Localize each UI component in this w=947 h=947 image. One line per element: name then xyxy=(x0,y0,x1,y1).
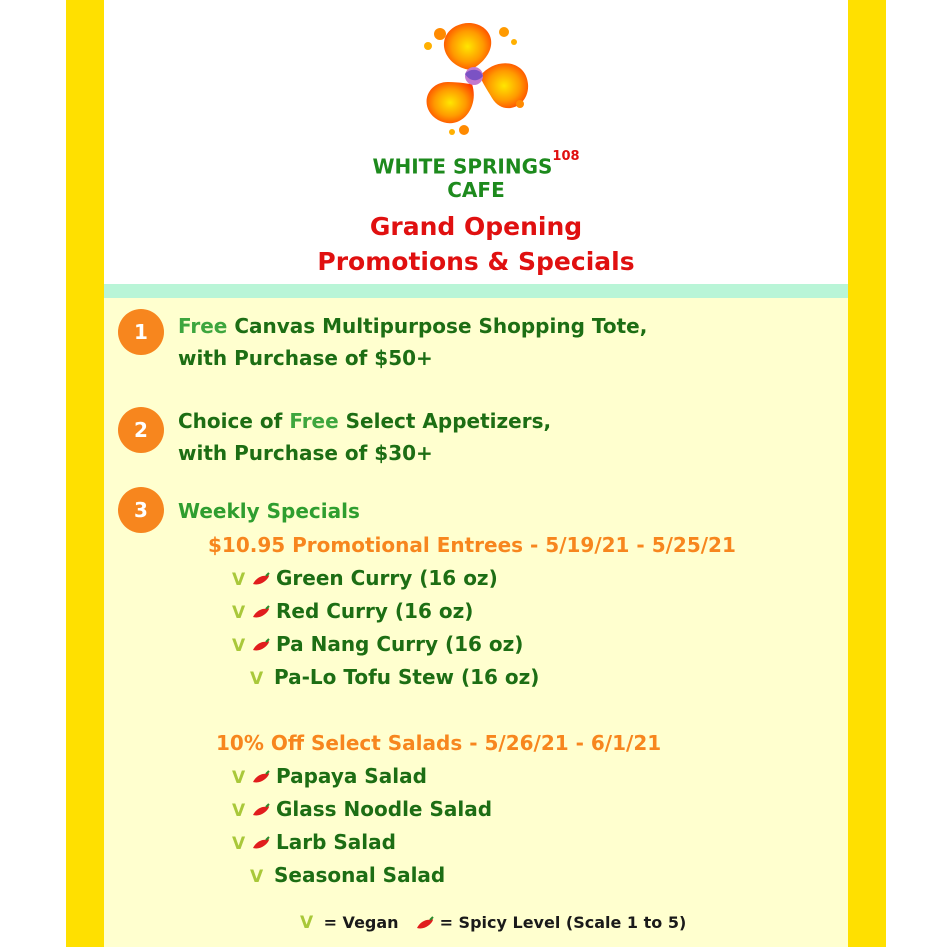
header-divider xyxy=(104,284,848,298)
menu-item-name: Pa-Lo Tofu Stew (16 oz) xyxy=(274,665,540,689)
vegan-icon: V xyxy=(232,801,246,821)
menu-item xyxy=(232,762,427,792)
menu-item-name: Red Curry (16 oz) xyxy=(276,599,474,623)
vegan-icon: V xyxy=(250,669,264,689)
menu-item-name: Larb Salad xyxy=(276,830,396,854)
menu-item xyxy=(232,564,498,594)
chili-pepper-icon xyxy=(250,638,270,654)
promo-1-line1: Free Canvas Multipurpose Shopping Tote, xyxy=(178,314,648,338)
chili-pepper-icon xyxy=(250,836,270,852)
salads-heading: 10% Off Select Salads - 5/26/21 - 6/1/21 xyxy=(216,731,662,755)
chili-pepper-icon xyxy=(414,916,434,932)
legend-vegan xyxy=(300,911,399,935)
cafe-subtitle: CAFE xyxy=(447,178,505,202)
cafe-logo-icon xyxy=(408,14,540,138)
vegan-icon: V xyxy=(232,834,246,854)
menu-item-name: Seasonal Salad xyxy=(274,863,446,887)
menu-item xyxy=(232,630,523,660)
menu-item xyxy=(250,861,445,891)
right-yellow-bar xyxy=(848,0,886,947)
menu-item xyxy=(250,663,539,693)
promo-title-line2: Promotions & Specials xyxy=(317,247,635,276)
chili-pepper-icon xyxy=(250,605,270,621)
menu-item-name: Pa Nang Curry (16 oz) xyxy=(276,632,524,656)
menu-item-name: Green Curry (16 oz) xyxy=(276,566,498,590)
vegan-icon: V xyxy=(232,636,246,656)
chili-pepper-icon xyxy=(250,770,270,786)
promo-2-line2: with Purchase of $30+ xyxy=(178,441,433,465)
menu-item-name: Glass Noodle Salad xyxy=(276,797,493,821)
promo-title-line1: Grand Opening xyxy=(369,212,583,241)
menu-item xyxy=(232,828,396,858)
promo-number-badge: 1 xyxy=(118,309,164,355)
vegan-icon: V xyxy=(232,570,246,590)
legend-spicy xyxy=(414,911,686,935)
promo-number-badge: 2 xyxy=(118,407,164,453)
vegan-icon: V xyxy=(250,867,264,887)
vegan-icon: V xyxy=(300,913,314,933)
legend-spicy-label: = Spicy Level (Scale 1 to 5) xyxy=(439,913,687,932)
vegan-icon: V xyxy=(232,603,246,623)
specials-background xyxy=(104,298,848,947)
entrees-heading: $10.95 Promotional Entrees - 5/19/21 - 5/25/21 xyxy=(208,533,736,557)
cafe-name: WHITE SPRINGS$^{108}$ xyxy=(372,149,580,179)
left-yellow-bar xyxy=(66,0,104,947)
promo-1-line2: with Purchase of $50+ xyxy=(178,346,433,370)
promo-2-line1: Choice of Free Select Appetizers, xyxy=(178,409,552,433)
menu-item-name: Papaya Salad xyxy=(276,764,427,788)
menu-item xyxy=(232,597,473,627)
vegan-icon: V xyxy=(232,768,246,788)
legend-vegan-label: = Vegan xyxy=(323,913,399,932)
chili-pepper-icon xyxy=(250,572,270,588)
promo-number-badge: 3 xyxy=(118,487,164,533)
chili-pepper-icon xyxy=(250,803,270,819)
cafe-superscript: 108 xyxy=(552,149,580,164)
weekly-specials-heading: Weekly Specials xyxy=(178,499,360,523)
menu-item xyxy=(232,795,492,825)
